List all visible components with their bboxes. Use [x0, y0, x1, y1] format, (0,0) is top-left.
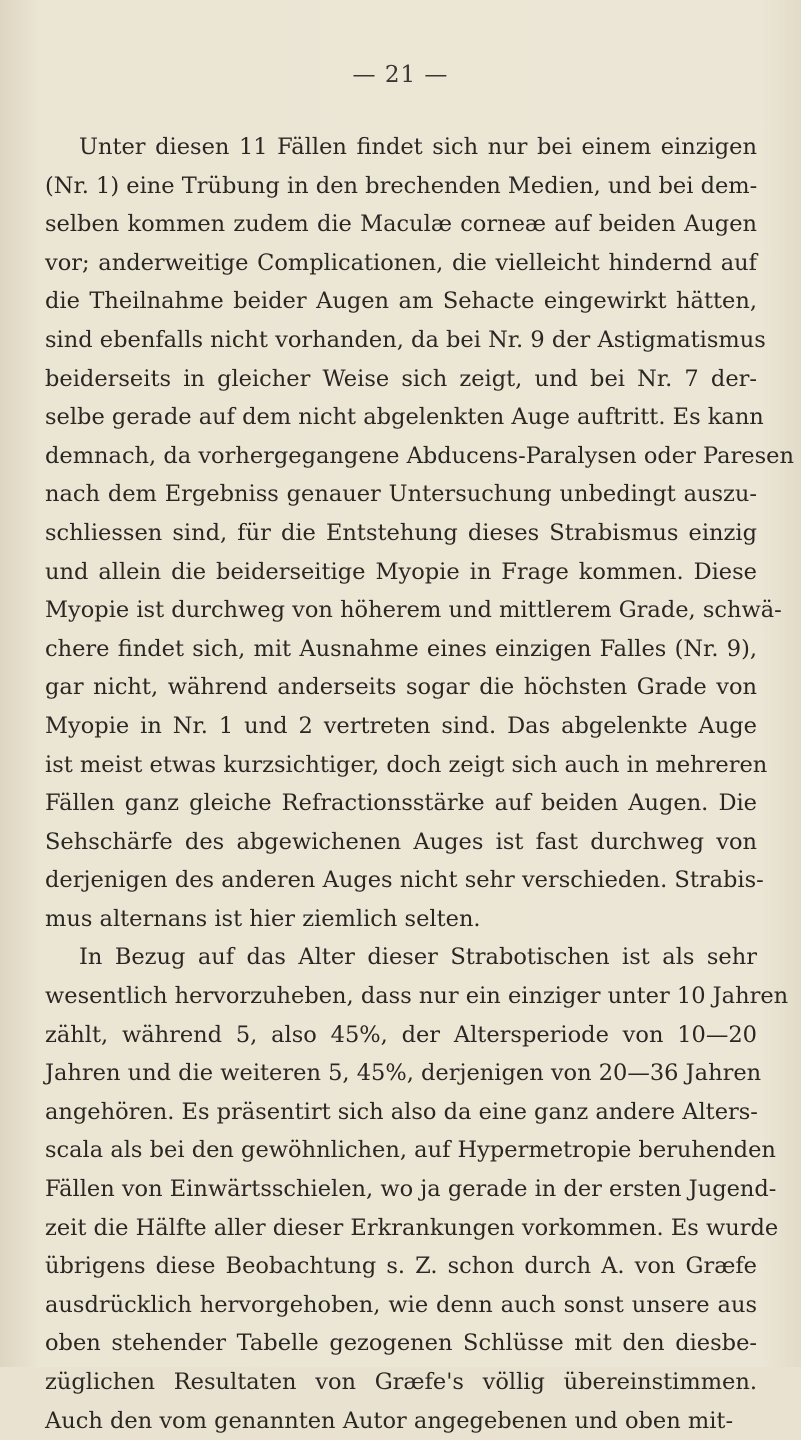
text-line: gar nicht, während anderseits sogar die höchsten Grade von: [45, 674, 757, 701]
page-number: — 21 —: [352, 62, 449, 88]
text-line: (Nr. 1) eine Trübung in den brechenden Medien, und bei dem-: [45, 172, 758, 199]
text-line: Unter diesen 11 Fällen findet sich nur bei einem einzigen: [79, 134, 757, 160]
paragraph: [45, 938, 789, 1440]
text-line: wesentlich hervorzuheben, dass nur ein einziger unter 10 Jahren: [45, 983, 789, 1010]
text-line: Myopie in Nr. 1 und 2 vertreten sind. Das abgelenkte Auge: [45, 712, 757, 739]
text-line: selben kommen zudem die Maculæ corneæ auf beiden Augen: [45, 211, 757, 238]
text-line: ausdrücklich hervorgehoben, wie denn auch sonst unsere aus: [45, 1291, 757, 1318]
text-line: oben stehender Tabelle gezogenen Schlüsse mit den diesbe-: [45, 1330, 757, 1357]
text-line: In Bezug auf das Alter dieser Strabotischen ist als sehr: [79, 944, 757, 971]
text-line: angehören. Es präsentirt sich also da eine ganz andere Alters-: [45, 1098, 758, 1125]
body-text: [45, 128, 794, 1440]
text-line: Fällen ganz gleiche Refractionsstärke auf beiden Augen. Die: [45, 790, 757, 817]
text-line: ist meist etwas kurzsichtiger, doch zeigt sich auch in mehreren: [45, 751, 768, 778]
text-line: die Theilnahme beider Augen am Sehacte eingewirkt hätten,: [45, 288, 757, 315]
text-line: Fällen von Einwärtsschielen, wo ja gerade in der ersten Jugend-: [45, 1176, 777, 1203]
text-line: übrigens diese Beobachtung s. Z. schon durch A. von Græfe: [45, 1253, 757, 1280]
text-line: und allein die beiderseitige Myopie in Frage kommen. Diese: [45, 558, 757, 585]
text-line: derjenigen des anderen Auges nicht sehr verschieden. Strabis-: [45, 867, 764, 894]
text-line: nach dem Ergebniss genauer Untersuchung unbedingt auszu-: [45, 481, 757, 508]
text-line: mus alternans ist hier ziemlich selten.: [45, 905, 481, 932]
text-line: Myopie ist durchweg von höherem und mittlerem Grade, schwä-: [45, 597, 782, 624]
paragraph: [45, 128, 794, 938]
text-line: Jahren und die weiteren 5, 45%, derjenigen von 20—36 Jahren: [45, 1060, 762, 1087]
text-line: zählt, während 5, also 45%, der Altersperiode von 10—20: [45, 1021, 757, 1048]
text-line: scala als bei den gewöhnlichen, auf Hypermetropie beruhenden: [45, 1137, 776, 1164]
text-line: vor; anderweitige Complicationen, die vielleicht hindernd auf: [45, 249, 757, 276]
text-line: chere findet sich, mit Ausnahme eines einzigen Falles (Nr. 9),: [45, 635, 757, 662]
text-line: selbe gerade auf dem nicht abgelenkten Auge auftritt. Es kann: [45, 404, 764, 431]
text-line: demnach, da vorhergegangene Abducens-Paralysen oder Paresen: [45, 442, 794, 469]
text-line: Sehschärfe des abgewichenen Auges ist fast durchweg von: [45, 828, 757, 855]
text-line: züglichen Resultaten von Græfe's völlig übereinstimmen.: [45, 1369, 757, 1395]
text-line: Auch den vom genannten Autor angegebenen und oben mit-: [45, 1407, 734, 1434]
text-line: zeit die Hälfte aller dieser Erkrankungen vorkommen. Es wurde: [45, 1214, 779, 1241]
text-line: sind ebenfalls nicht vorhanden, da bei Nr. 9 der Astigmatismus: [45, 326, 766, 353]
text-line: beiderseits in gleicher Weise sich zeigt, und bei Nr. 7 der-: [45, 365, 757, 392]
text-line: schliessen sind, für die Entstehung dieses Strabismus einzig: [45, 519, 757, 546]
